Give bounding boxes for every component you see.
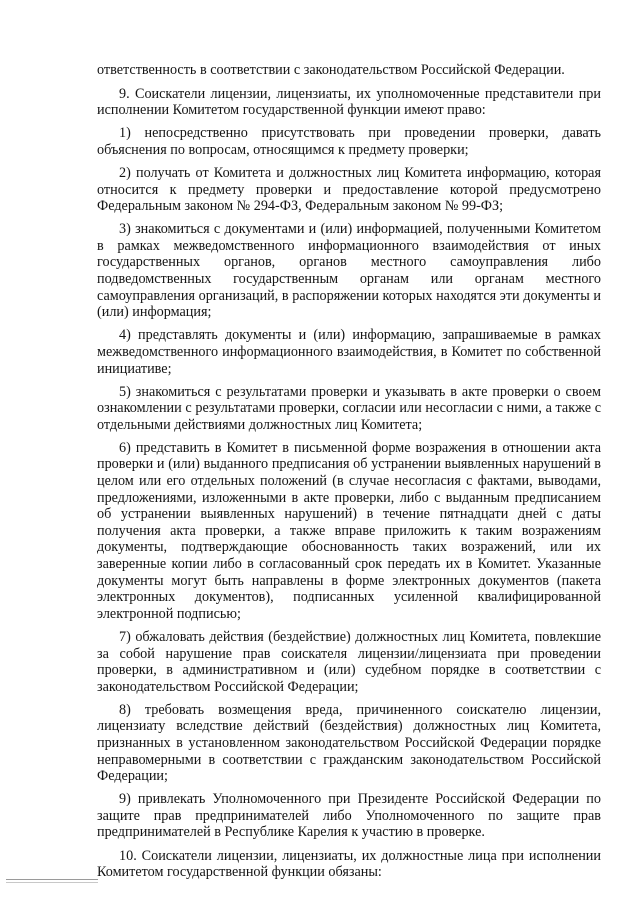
paragraph-item-5: 5) знакомиться с результатами проверки и указывать в акте проверки о своем ознакомлении с результатами проверки, согласии или несогласии с ними, а также с отдельными действиями должностных лиц Комитета;: [97, 383, 601, 433]
paragraph-item-3: 3) знакомиться с документами и (или) информацией, полученными Комитетом в рамках межведомственного информационного взаимодействия от иных государственных органов, органов местного самоуправления либо подведомственных государственным органам или органам местного самоуправления организаций, в распоряжении которых находятся эти документы и (или) информация;: [97, 221, 601, 321]
paragraph-item-9: 9) привлекать Уполномоченного при Президенте Российской Федерации по защите прав предпринимателей либо Уполномоченного по защите прав предпринимателей в Республике Карелия к участию в проверке.: [97, 791, 601, 841]
paragraph-item-2: 2) получать от Комитета и должностных лиц Комитета информацию, которая относится к предмету проверки и предоставление которой предусмотрено Федеральным законом № 294-ФЗ, Федеральным законом № 99-ФЗ;: [97, 164, 601, 215]
paragraph-item-4: 4) представлять документы и (или) информацию, запрашиваемые в рамках межведомственного информационного взаимодействия, в Комитет по собственной инициативе;: [97, 327, 601, 377]
footer-divider-shadow: [6, 882, 98, 883]
paragraph-clause-10: 10. Соискатели лицензии, лицензиаты, их должностные лица при исполнении Комитетом государственной функции обязаны:: [97, 847, 601, 881]
paragraph-item-8: 8) требовать возмещения вреда, причиненного соискателю лицензии, лицензиату вследствие действий (бездействия) должностных лиц Комитета, признанных в установленном законодательством Российской Федерации порядке неправомерными в соответствии с гражданским законодательством Российской Федерации;: [97, 701, 601, 785]
paragraph-continuation: ответственность в соответствии с законодательством Российской Федерации.: [97, 62, 565, 78]
paragraph-clause-9: 9. Соискатели лицензии, лицензиаты, их уполномоченные представители при исполнении Комитетом государственной функции имеют право:: [97, 85, 601, 119]
paragraph-item-7: 7) обжаловать действия (бездействие) должностных лиц Комитета, повлекшие за собой нарушение прав соискателя лицензии/лицензиата при проведении проверки, в административном и (или) судебном порядке в соответствии с законодательством Российской Федерации;: [97, 628, 601, 695]
paragraph-item-1: 1) непосредственно присутствовать при проведении проверки, давать объяснения по вопросам, относящимся к предмету проверки;: [97, 125, 601, 158]
paragraph-item-6: 6) представить в Комитет в письменной форме возражения в отношении акта проверки и (или) выданного предписания об устранении выявленных нарушений в целом или его отдельных положений (в случае несогласия с фактами, выводами, предложениями, изложенными в акте проверки, либо с выданным предписанием об устранении выявленных нарушений) в течение пятнадцати дней с даты получения акта проверки, а также вправе приложить к таким возражениям документы, подтверждающие обоснованность таких возражений, или их заверенные копии либо в согласованный срок передать их в Комитет. Указанные документы могут быть направлены в форме электронных документов (пакета электронных документов), подписанных усиленной квалифицированной электронной подписью;: [97, 439, 601, 622]
document-page: [97, 62, 601, 887]
footer-divider: [6, 879, 98, 880]
